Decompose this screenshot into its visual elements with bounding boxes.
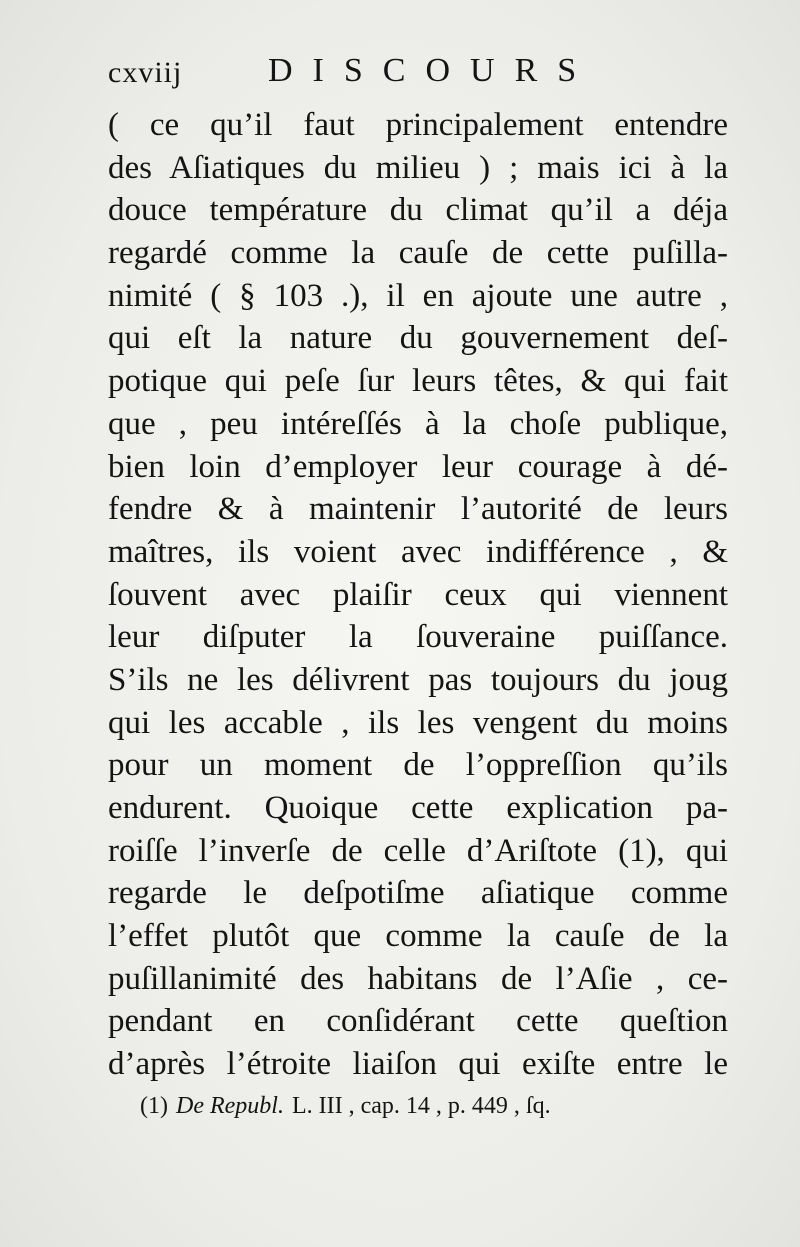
- text-line: regardé comme la cauſe de cette puſilla-: [108, 235, 728, 272]
- text-line: roiſſe l’inverſe de celle d’Ariſtote (1), qui: [108, 832, 728, 869]
- text-line: fendre & à maintenir l’autorité de leurs: [108, 491, 728, 528]
- running-head: DISCOURS: [268, 52, 597, 89]
- text-line: pendant en conſidérant cette queſtion: [108, 1003, 728, 1040]
- text-line: l’effet plutôt que comme la cauſe de la: [108, 918, 728, 955]
- text-line: maîtres, ils voient avec indifférence , &: [108, 533, 728, 570]
- text-line: leur diſputer la ſouveraine puiſſance.: [108, 619, 728, 656]
- text-line: qui les accable , ils les vengent du moins: [108, 704, 728, 741]
- text-line: ( ce qu’il faut principalement entendre: [108, 107, 728, 143]
- footnote-reference: L. III , cap. 14 , p. 449 , ſq.: [291, 1093, 551, 1119]
- text-line: endurent. Quoique cette explication pa-: [108, 790, 728, 826]
- page-header: [108, 52, 728, 100]
- page-number: cxviij: [108, 56, 183, 89]
- text-line: bien loin d’employer leur courage à dé-: [108, 448, 728, 485]
- text-line: regarde le deſpotiſme aſiatique comme: [108, 875, 728, 912]
- text-line: puſillanimité des habitans de l’Aſie , ce-: [108, 960, 728, 997]
- body-text: [108, 104, 728, 1086]
- text-line: des Aſiatiques du milieu ) ; mais ici à la: [108, 149, 728, 186]
- text-line: potique qui peſe ſur leurs têtes, & qui fait: [108, 363, 728, 400]
- footnote-source: De Republ.: [175, 1093, 284, 1119]
- text-line: douce température du climat qu’il a déja: [108, 192, 728, 229]
- text-line: ſouvent avec plaiſir ceux qui viennent: [108, 576, 728, 613]
- text-line: d’après l’étroite liaiſon qui exiſte entre le: [108, 1046, 728, 1083]
- text-line: S’ils ne les délivrent pas toujours du joug: [108, 661, 728, 698]
- text-line: pour un moment de l’oppreſſion qu’ils: [108, 747, 728, 784]
- footnote-marker: (1): [140, 1093, 168, 1119]
- footnote: [140, 1093, 553, 1120]
- text-line: qui eſt la nature du gouvernement deſ-: [108, 320, 728, 357]
- text-line: nimité ( § 103 .), il en ajoute une autre ,: [108, 277, 728, 314]
- text-line: que , peu intéreſſés à la choſe publique,: [108, 405, 728, 442]
